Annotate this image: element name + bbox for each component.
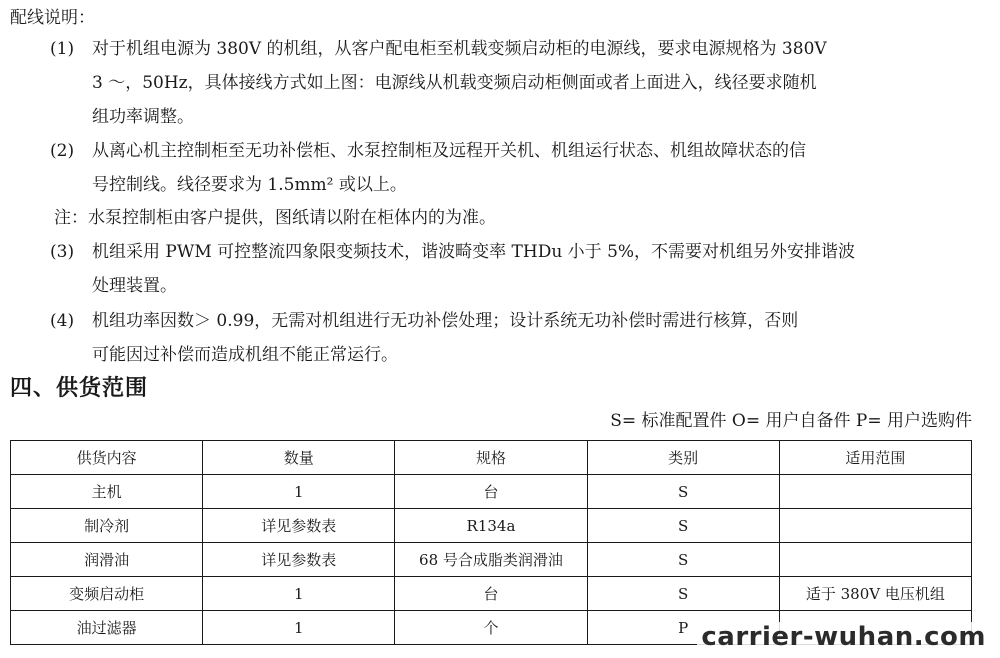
table-cell: R134a [395,509,587,543]
table-cell: P [587,611,779,645]
column-header: 规格 [395,441,587,475]
table-cell: 个 [395,611,587,645]
table-cell: 制冷剂 [11,509,203,543]
table-cell: 详见参数表 [203,543,395,577]
table-row [11,543,972,577]
item-line: 对于机组电源为 380V 的机组，从客户配电柜至机载变频启动柜的电源线，要求电源规格为 380V [92,39,827,59]
column-header: 供货内容 [11,441,203,475]
item-line: 组功率调整。 [92,107,194,127]
table-cell: 1 [203,611,395,645]
table-cell: S [587,577,779,611]
table-row [11,509,972,543]
supply-section-heading: 四、供货范围 [10,376,149,401]
wiring-note: 注：水泵控制柜由客户提供，图纸请以附在柜体内的为准。 [54,208,496,228]
table-cell [779,475,971,509]
table-cell: 详见参数表 [203,509,395,543]
table-cell: 适于 380V 电压机组 [779,577,971,611]
item-line: 号控制线。线径要求为 1.5mm² 或以上。 [92,175,407,195]
item-number: (4) [50,311,75,331]
item-line: 3 ～，50Hz，具体接线方式如上图：电源线从机载变频启动柜侧面或者上面进入，线径要求随机 [92,73,817,93]
item-body [92,32,975,134]
table-cell: 1 [203,475,395,509]
site-watermark: carrier-wuhan.com [697,622,990,652]
table-cell [779,509,971,543]
wiring-item-3 [50,235,975,303]
item-number: (1) [50,39,75,59]
item-number: (3) [50,242,75,262]
wiring-item-1 [50,32,975,134]
table-row [11,475,972,509]
table-cell: 台 [395,577,587,611]
table-cell: 主机 [11,475,203,509]
table-cell: 台 [395,475,587,509]
table-header-row [11,441,972,475]
supply-table [10,440,972,645]
wiring-item-2 [50,134,975,202]
table-cell [779,543,971,577]
item-body [92,134,975,202]
item-line: 可能因过补偿而造成机组不能正常运行。 [92,345,398,365]
table-cell: 变频启动柜 [11,577,203,611]
column-header: 适用范围 [779,441,971,475]
table-row [11,577,972,611]
item-body [92,304,975,372]
item-line: 处理装置。 [92,276,177,296]
column-header: 数量 [203,441,395,475]
item-number: (2) [50,141,75,161]
table-cell: S [587,475,779,509]
wiring-section-title: 配线说明： [10,8,95,28]
item-line: 机组功率因数＞ 0.99，无需对机组进行无功补偿处理；设计系统无功补偿时需进行核算，否则 [92,311,799,331]
category-legend: S= 标准配置件 O= 用户自备件 P= 用户选购件 [610,411,972,431]
table-cell: S [587,543,779,577]
item-body [92,235,975,303]
column-header: 类别 [587,441,779,475]
table-cell: 油过滤器 [11,611,203,645]
item-line: 机组采用 PWM 可控整流四象限变频技术，谐波畸变率 THDu 小于 5%，不需要对机组另外安排谐波 [92,242,856,262]
table-cell: 1 [203,577,395,611]
item-line: 从离心机主控制柜至无功补偿柜、水泵控制柜及远程开关机、机组运行状态、机组故障状态的信 [92,141,806,161]
table-cell: 68 号合成脂类润滑油 [395,543,587,577]
table-cell: S [587,509,779,543]
wiring-item-4 [50,304,975,372]
table-cell: 润滑油 [11,543,203,577]
